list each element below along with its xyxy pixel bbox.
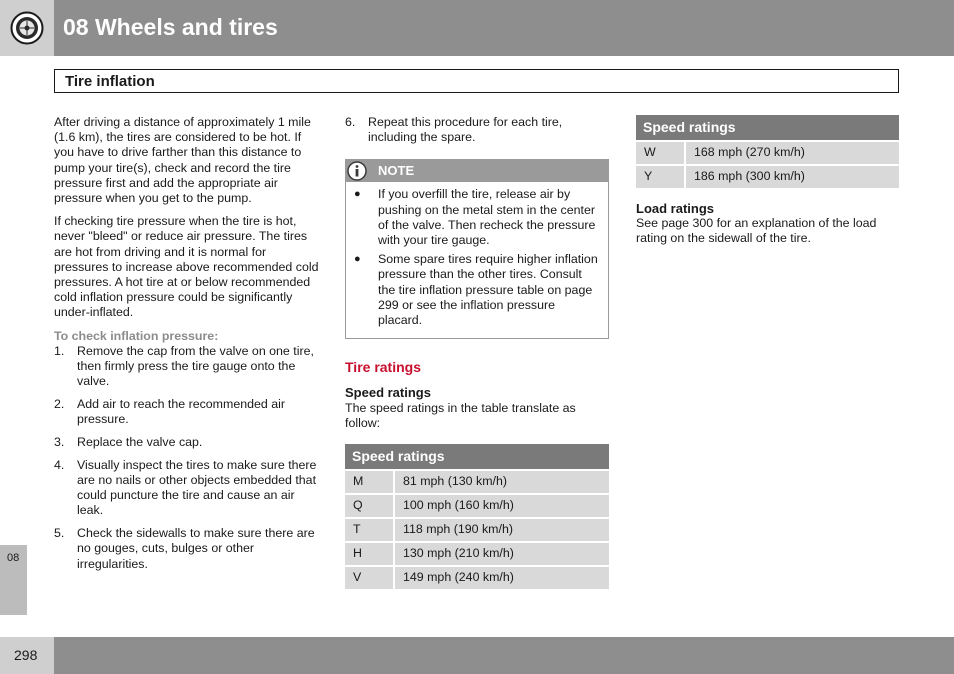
table-row: T 118 mph (190 km/h): [345, 517, 609, 541]
paragraph-no-bleed: If checking tire pressure when the tire is hot, never "bleed" or reduce air pressure. The tires are hot from driving and it is normal for pressures to increase above recommended cold pressures. A hot tire at or below recommended cold inflation pressure could be significantly under-inflated.: [54, 214, 319, 320]
load-ratings-heading: Load ratings: [636, 201, 715, 216]
side-tab-label: 08: [7, 552, 20, 564]
list-item: 3. Replace the valve cap.: [54, 435, 203, 450]
list-item: 2. Add air to reach the recommended air pressure.: [54, 397, 285, 427]
speed-ratings-table-continued: [636, 115, 899, 188]
column-3: [636, 115, 899, 247]
footer-bar: [0, 637, 954, 674]
chapter-title: 08 Wheels and tires: [63, 14, 278, 40]
table-row: W 168 mph (270 km/h): [636, 140, 899, 164]
bullet-icon: ●: [354, 253, 361, 266]
section-title-box: [54, 69, 899, 93]
note-bullet-item: ● If you overfill the tire, release air by pushing on the metal stem in the center of the valve. Then recheck the pressure with your tire gauge.: [354, 187, 596, 248]
paragraph-hot-tires: After driving a distance of approximately 1 mile (1.6 km), the tires are considered to be hot. If you have to drive farther than this distance to pump your tire(s), check and record the tire pressure first and add the appropriate air pressure when you get to the pump.: [54, 115, 311, 206]
tire-ratings-heading: Tire ratings: [345, 359, 421, 376]
speed-ratings-table: [345, 444, 609, 589]
info-icon: [347, 161, 367, 181]
subheading-check-pressure: To check inflation pressure:: [54, 328, 219, 343]
note-label: NOTE: [378, 163, 415, 179]
list-item: 5. Check the sidewalls to make sure there are no gouges, cuts, bulges or other irregularities.: [54, 526, 315, 571]
list-item: 4. Visually inspect the tires to make sure there are no nails or other objects embedded that could puncture the tire and cause an air leak.: [54, 457, 317, 518]
note-body: [346, 182, 608, 338]
note-bullet-item: ● Some spare tires require higher inflation pressure than the other tires. Consult the tire inflation pressure table on page 299 or see the inflation pressure placard.: [354, 252, 598, 328]
list-item: 6. Repeat this procedure for each tire, including the spare.: [345, 115, 563, 145]
table-row: Y 186 mph (300 km/h): [636, 164, 899, 188]
bullet-icon: ●: [354, 188, 361, 201]
speed-ratings-text: The speed ratings in the table translate as follow:: [345, 400, 576, 430]
steps-list: [54, 344, 320, 572]
load-ratings-text: See page 300 for an explanation of the load rating on the sidewall of the tire.: [636, 216, 877, 246]
table-row: H 130 mph (210 km/h): [345, 541, 609, 565]
column-1: [54, 115, 320, 579]
footer-page-box: [0, 637, 54, 674]
table-header: Speed ratings: [636, 115, 899, 140]
tire-icon: [10, 11, 44, 45]
table-row: Q 100 mph (160 km/h): [345, 493, 609, 517]
table-header: Speed ratings: [345, 444, 609, 469]
speed-ratings-heading: Speed ratings: [345, 385, 431, 401]
chapter-side-tab: [0, 545, 27, 615]
table-row: M 81 mph (130 km/h): [345, 469, 609, 493]
note-header: [346, 160, 608, 182]
section-title: Tire inflation: [65, 73, 155, 90]
list-item: 1. Remove the cap from the valve on one tire, then firmly press the tire gauge onto the valve.: [54, 343, 314, 389]
table-row: V 149 mph (240 km/h): [345, 565, 609, 589]
column-2: [345, 115, 609, 589]
note-box: [345, 159, 609, 339]
header-icon-box: [0, 0, 54, 56]
page-number: 298: [14, 647, 38, 663]
steps-list-continued: [345, 115, 609, 145]
